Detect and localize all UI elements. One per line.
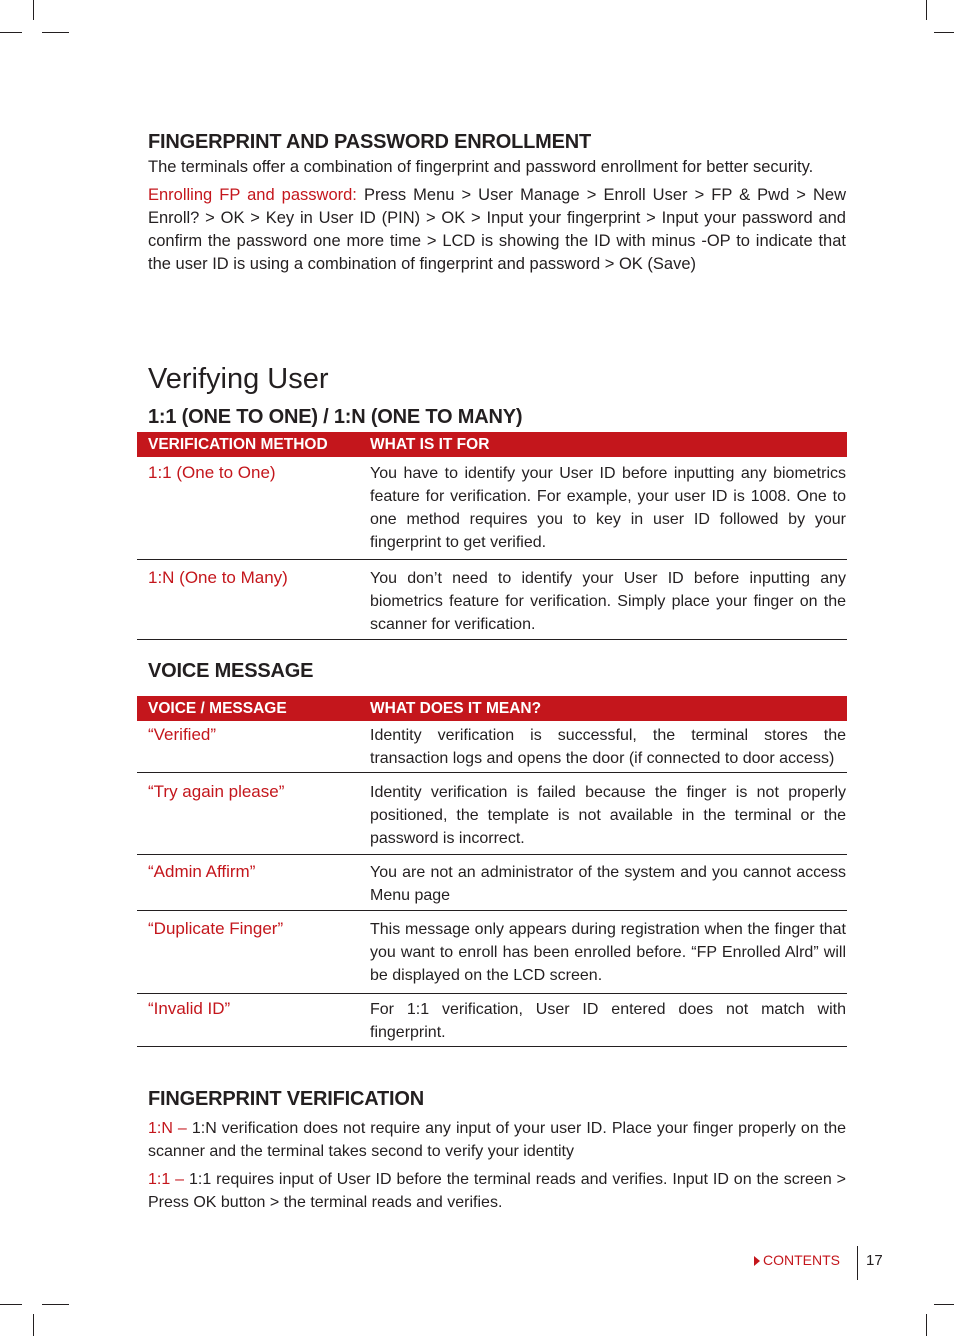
enrollment-steps-text: Press Menu > User Manage > Enroll User > FP & Pwd > New Enroll? > OK > Key in User ID (PIN) > OK > Input your fingerprint > Input your password and confirm the password one more time > LCD is showing the ID with minus -OP to indicate that the user ID is using a combination of fingerprint and password > OK (Save) xyxy=(148,186,846,273)
fp-verification-item xyxy=(148,1168,846,1214)
meaning-cell: Identity verification is successful, the terminal stores the transaction logs and opens the door (if connected to door access) xyxy=(370,727,846,767)
message-cell: “Try again please” xyxy=(148,782,285,801)
crop-mark xyxy=(0,32,22,33)
description-cell: You have to identify your User ID before inputting any biometrics feature for verification. For example, your user ID is 1008. One to one method requires you to key in user ID followed by your fingerprint to get verified. xyxy=(370,465,846,551)
table-row xyxy=(137,773,847,855)
fp-verification-heading: FINGERPRINT VERIFICATION xyxy=(148,1088,424,1110)
table-header xyxy=(137,432,847,457)
fp-item-text: 1:1 requires input of User ID before the terminal reads and verifies. Input ID on the screen > Press OK button > the terminal reads and verifies. xyxy=(148,1171,847,1211)
header-what-does-it-mean: WHAT DOES IT MEAN? xyxy=(370,699,542,717)
description-cell: You don’t need to identify your User ID before inputting any biometrics feature for verification. Simply place your finger on the scanner for verification. xyxy=(370,570,846,633)
crop-mark xyxy=(33,1314,34,1336)
fp-verification-item xyxy=(148,1117,846,1163)
message-cell: “Admin Affirm” xyxy=(148,862,256,881)
page-number: 17 xyxy=(866,1252,883,1269)
header-voice-message: VOICE / MESSAGE xyxy=(148,699,287,717)
crop-mark xyxy=(926,0,927,20)
enrollment-steps-label: Enrolling FP and password: xyxy=(148,186,357,204)
method-cell: 1:N (One to Many) xyxy=(148,568,288,587)
crop-mark xyxy=(33,0,34,20)
crop-mark xyxy=(42,1304,69,1305)
crop-mark xyxy=(926,1314,927,1336)
meaning-cell: Identity verification is failed because the finger is not properly positioned, the template is not available in the terminal or the password is incorrect. xyxy=(370,784,846,847)
fp-item-text: 1:N verification does not require any input of your user ID. Place your finger properly on the scanner and the terminal takes second to verify your identity xyxy=(148,1120,846,1160)
message-cell: “Invalid ID” xyxy=(148,999,231,1018)
footer-divider xyxy=(857,1246,858,1280)
voice-heading: VOICE MESSAGE xyxy=(148,660,314,682)
triangle-right-icon xyxy=(754,1256,760,1266)
meaning-cell: For 1:1 verification, User ID entered does not match with fingerprint. xyxy=(370,1001,846,1041)
fp-verification-section xyxy=(148,1087,846,1214)
enrollment-section xyxy=(148,130,846,276)
message-cell: “Duplicate Finger” xyxy=(148,919,284,938)
meaning-cell: You are not an administrator of the system and you cannot access Menu page xyxy=(370,864,846,904)
table-row xyxy=(137,994,847,1047)
verification-subheading: 1:1 (ONE TO ONE) / 1:N (ONE TO MANY) xyxy=(148,406,523,428)
table-row xyxy=(137,457,847,560)
crop-mark xyxy=(934,32,954,33)
fp-item-label: 1:1 – xyxy=(148,1171,185,1188)
page-title: Verifying User xyxy=(148,363,329,395)
crop-mark xyxy=(42,32,69,33)
voice-table xyxy=(137,696,847,1047)
method-cell: 1:1 (One to One) xyxy=(148,463,276,482)
enrollment-steps xyxy=(148,184,846,276)
table-row xyxy=(137,855,847,911)
meaning-cell: This message only appears during registration when the finger that you want to enroll has been enrolled before. “FP Enrolled Alrd” will be displayed on the LCD screen. xyxy=(370,921,846,984)
contents-link[interactable] xyxy=(754,1252,840,1268)
crop-mark xyxy=(934,1304,954,1305)
table-header xyxy=(137,696,847,721)
message-cell: “Verified” xyxy=(148,725,217,744)
header-what-is-it-for: WHAT IS IT FOR xyxy=(370,435,490,453)
fp-item-label: 1:N – xyxy=(148,1120,187,1137)
table-row xyxy=(137,560,847,640)
table-row xyxy=(137,911,847,994)
header-verification-method: VERIFICATION METHOD xyxy=(148,435,328,453)
verification-table xyxy=(137,432,847,640)
crop-mark xyxy=(0,1304,22,1305)
enrollment-heading: FINGERPRINT AND PASSWORD ENROLLMENT xyxy=(148,131,591,153)
table-row xyxy=(137,721,847,773)
contents-label: CONTENTS xyxy=(763,1252,840,1268)
enrollment-intro: The terminals offer a combination of fingerprint and password enrollment for better security. xyxy=(148,158,814,176)
